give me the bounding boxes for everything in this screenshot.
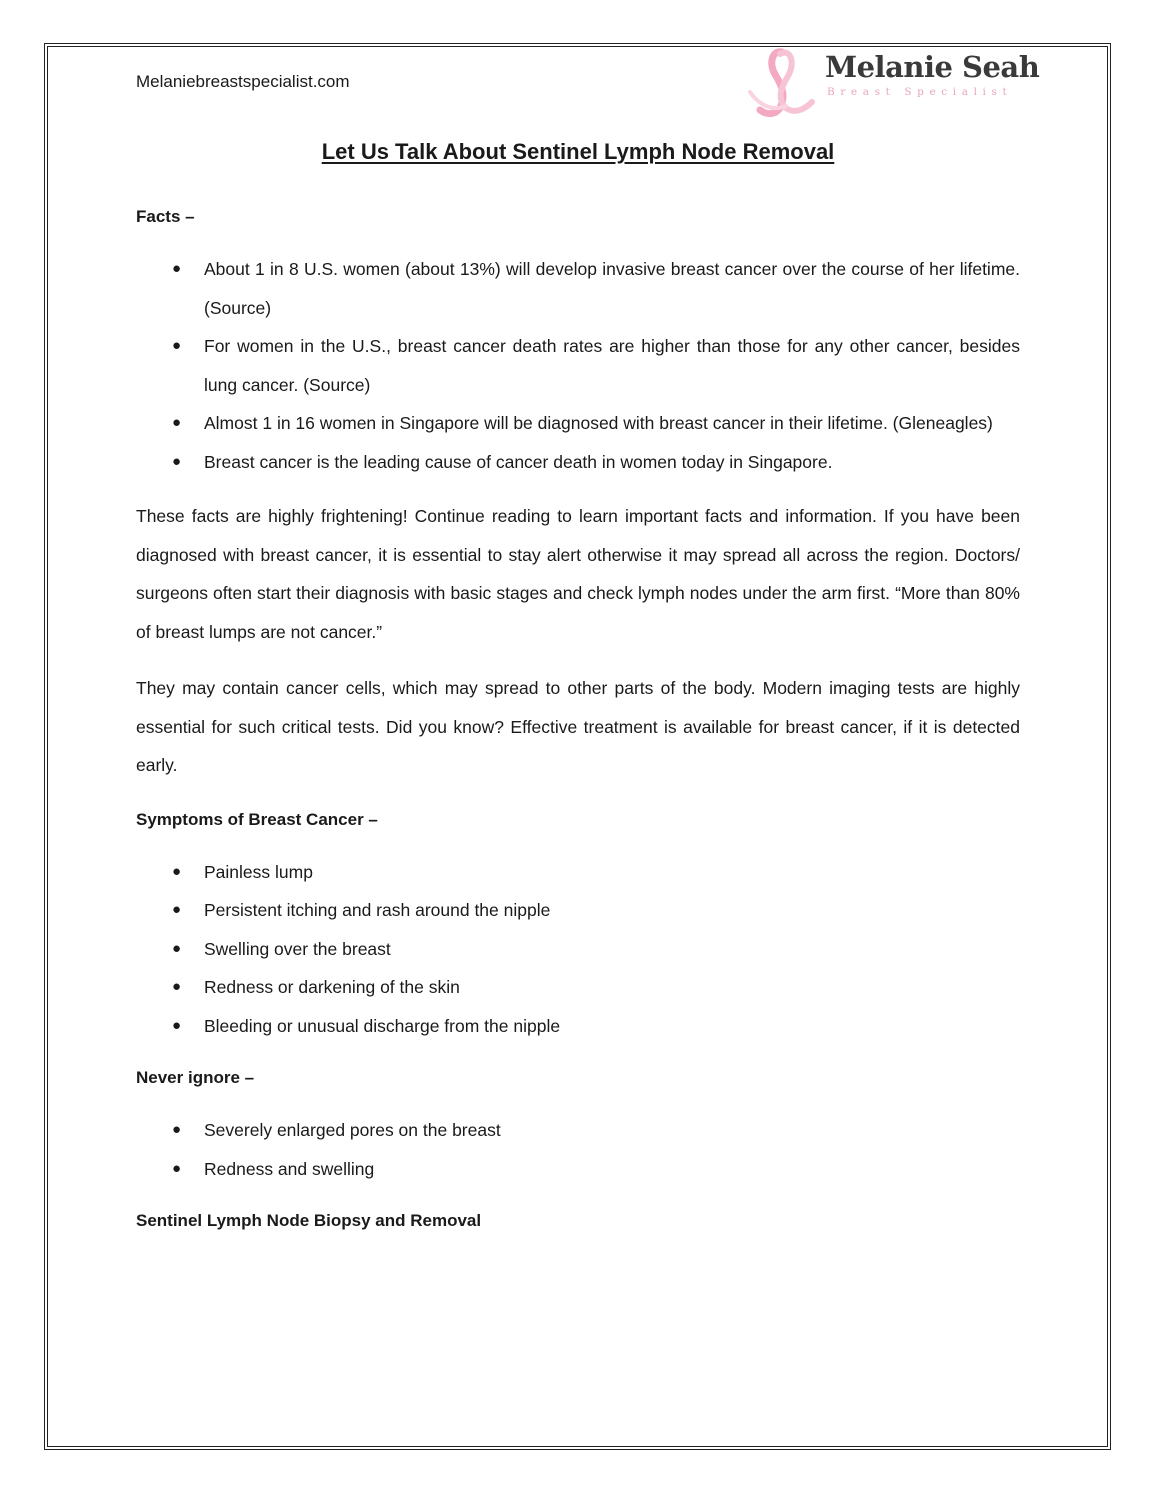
list-item: ● About 1 in 8 U.S. women (about 13%) will develop invasive breast cancer over the course of her lifetime. (Source) — [204, 250, 1020, 327]
page-title: Let Us Talk About Sentinel Lymph Node Removal — [321, 139, 835, 164]
biopsy-heading: Sentinel Lymph Node Biopsy and Removal — [136, 1211, 482, 1230]
bullet-icon: ● — [172, 862, 182, 880]
symptoms-list — [136, 853, 1020, 1046]
ribbon-logo-icon — [746, 46, 826, 118]
bullet-icon: ● — [172, 901, 182, 918]
list-item: ● Persistent itching and rash around the nipple — [204, 891, 1020, 930]
logo — [746, 46, 1040, 118]
list-item: ● Redness or darkening of the skin — [204, 968, 1020, 1007]
facts-heading: Facts – — [136, 207, 195, 226]
bullet-icon: ● — [172, 1016, 182, 1034]
list-item: ● For women in the U.S., breast cancer death rates are higher than those for any other cancer, besides lung cancer. (Source) — [204, 327, 1020, 404]
bullet-icon: ● — [172, 452, 182, 470]
list-item: ● Bleeding or unusual discharge from the nipple — [204, 1007, 1020, 1046]
list-item: ● Almost 1 in 16 women in Singapore will be diagnosed with breast cancer in their lifetime. (Gleneagles) — [204, 404, 1020, 443]
paragraph: These facts are highly frightening! Continue reading to learn important facts and information. If you have been diagnosed with breast cancer, it is essential to stay alert otherwise it may spread all across the region. Doctors/ surgeons often start their diagnosis with basic stages and check lymph nodes under the arm first. “More than 80% of breast lumps are not cancer.” — [136, 506, 1020, 642]
bullet-icon: ● — [172, 1159, 182, 1177]
bullet-icon: ● — [172, 414, 182, 431]
list-item: ● Severely enlarged pores on the breast — [204, 1111, 1020, 1150]
never-ignore-list — [136, 1111, 1020, 1188]
list-item: ● Swelling over the breast — [204, 930, 1020, 969]
document-body — [136, 200, 1020, 1238]
bullet-icon: ● — [172, 1121, 182, 1138]
bullet-icon: ● — [172, 978, 182, 995]
bullet-icon: ● — [172, 939, 182, 957]
list-item: ● Breast cancer is the leading cause of cancer death in women today in Singapore. — [204, 443, 1020, 482]
symptoms-heading: Symptoms of Breast Cancer – — [136, 809, 378, 829]
bullet-icon: ● — [172, 260, 182, 277]
bullet-icon: ● — [172, 337, 182, 354]
never-ignore-heading: Never ignore – — [136, 1068, 255, 1087]
paragraph: They may contain cancer cells, which may spread to other parts of the body. Modern imaging tests are highly essential for such critical tests. Did you know? Effective treatment is available for breast cancer, if it is detected early. — [136, 678, 1020, 775]
facts-list — [136, 250, 1020, 481]
site-url: Melaniebreastspecialist.com — [136, 72, 350, 91]
list-item: ● Redness and swelling — [204, 1150, 1020, 1189]
logo-name: Melanie Seah — [825, 50, 1040, 84]
logo-tagline: Breast Specialist — [827, 86, 1013, 98]
list-item: ● Painless lump — [204, 853, 1020, 892]
